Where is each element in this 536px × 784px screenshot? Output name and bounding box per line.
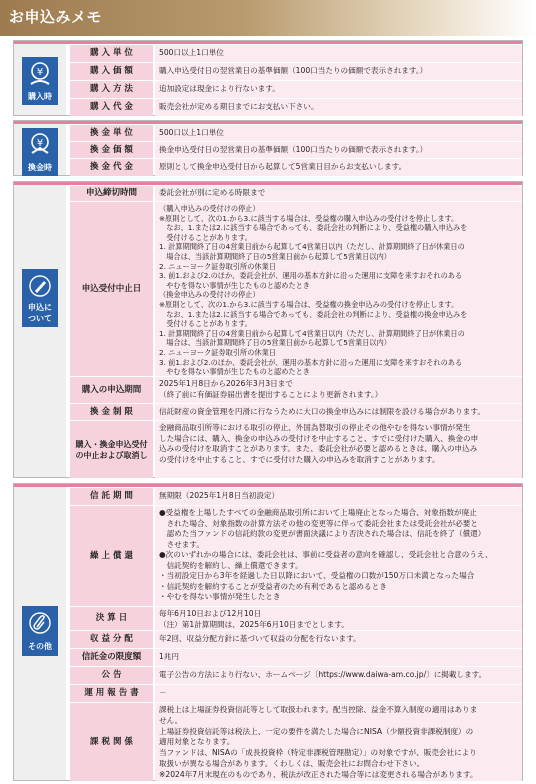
- title-bar: [0, 0, 536, 36]
- row-label: 申込締切時間: [70, 186, 153, 201]
- row-label: 申込受付中止日: [70, 202, 153, 376]
- row-value: 毎年6月10日および12月10日 （注）第1計算期間は、2025年6月10日までとします。: [155, 607, 522, 630]
- other-row: [66, 606, 522, 630]
- application-icon-box: [22, 269, 58, 327]
- redemption-row: [66, 158, 522, 176]
- row-label: 運 用 報 告 書: [70, 685, 153, 702]
- other-row: [66, 666, 522, 684]
- row-value: 換金申込受付日の翌営業日の基準価額（100口当たりの価額で表示されます。）: [155, 142, 522, 158]
- row-label: 決 算 日: [70, 607, 153, 630]
- row-label: 信 託 期 間: [70, 488, 153, 505]
- row-value: 購入申込受付日の翌営業日の基準価額（100口当たりの価額で表示されます。）: [155, 63, 522, 80]
- other-icon-box: [22, 606, 58, 656]
- row-value: 500口以上1口単位: [155, 125, 522, 141]
- other-row: [66, 648, 522, 666]
- row-value: （購入申込みの受付けの停止） ※原則として、次の1.から3.に該当する場合は、受益権の購入申込みの受付けを停止します。 なお、1.または2.に該当する場合であっても、委託会社の判断により、受益権の購入申込みを 受付けることがあります。 1. 計算期間終了日の4営業日前から起算して4営業日以内（ただし、計算期間終了日が休業日の 場合は、当該計算期間終了日の5営業日前から起算して5営業日以内） 2. ニューヨーク証券取引所の休業日 3. 前1.および2.のほか、委託会社が、運用の基本方針に沿った運用に支障を来すおそれのある やむを得ない事情が生じたものと認めたとき （換金申込みの受付けの停止） ※原則として、次の1.から3.に該当する場合は、受益権の換金申込みの受付けを停止します。 なお、1.または2.に該当する場合であっても、委託会社の判断により、受益権の換金申込みを 受付けることがあります。 1. 計算期間終了日の4営業日前から起算して4営業日以内（ただし、計算期間終了日が休業日の 場合は、当該計算期間終了日の5営業日前から起算して5営業日以内） 2. ニューヨーク証券取引所の休業日 3. 前1.および2.のほか、委託会社が、運用の基本方針に沿った運用に支障を来すおそれのある やむを得ない事情が生じたものと認めたとき: [155, 202, 522, 376]
- row-label: 購 入 価 額: [70, 63, 153, 80]
- row-label: 購入・換金申込受付 の中止および取消し: [70, 421, 153, 478]
- other-row: [66, 702, 522, 781]
- row-value: 委託会社が別に定める時限まで: [155, 186, 522, 201]
- row-label: 収 益 分 配: [70, 631, 153, 648]
- other-side: [14, 487, 66, 780]
- application-side: [14, 185, 66, 477]
- paperclip-icon: [28, 611, 52, 635]
- other-row: [66, 630, 522, 648]
- purchase-side: [14, 44, 66, 115]
- application-section: [13, 181, 523, 478]
- row-label: 信託金の限度額: [70, 649, 153, 666]
- pen-icon: [28, 274, 52, 298]
- row-value: 販売会社が定める期日までにお支払い下さい。: [155, 99, 522, 116]
- redemption-side-label: 換金時: [28, 163, 52, 172]
- purchase-row: [66, 62, 522, 80]
- row-value: 金融商品取引所等における取引の停止、外国為替取引の停止その他やむを得ない事情が発生 した場合には、購入、換金の申込みの受付けを中止すること、すでに受付けた購入、換金の申 込みの受付けを取消すことがあります。また、委託会社が必要と認めるときは、購入の申込み の受付けを中止すること、すでに受付けた購入の申込みを取消すことがあります。: [155, 421, 522, 478]
- purchase-side-label: 購入時: [28, 92, 52, 101]
- application-row: [66, 376, 522, 403]
- redemption-row: [66, 141, 522, 158]
- purchase-row: [66, 98, 522, 116]
- row-value: 原則として換金申込受付日から起算して5営業日目からお支払いします。: [155, 159, 522, 176]
- row-value: 課税上は上場証券投資信託等として取扱われます。配当控除、益金不算入制度の適用はありま せん。 上場証券投資信託等は税法上、一定の要件を満たした場合にNISA（少額投資非課税制度）の 適用対象となります。 当ファンドは、NISAの「成長投資枠（特定非課税管理勘定）」の対象ですが、販売会社により 取扱いが異なる場合があります。くわしくは、販売会社にお問合わせ下さい。 ※2024年7月末現在のものであり、税法が改正された場合等には変更される場合があります。: [155, 703, 522, 781]
- row-label: 課 税 関 係: [70, 703, 153, 781]
- other-row: [66, 684, 522, 702]
- row-label: 換 金 単 位: [70, 125, 153, 141]
- row-value: 追加設定は現金により行ないます。: [155, 81, 522, 98]
- other-row: [66, 505, 522, 606]
- svg-text:¥: ¥: [36, 138, 44, 149]
- row-value: 信託財産の資金管理を円滑に行なうために大口の換金申込みには制限を設ける場合があります。: [155, 404, 522, 420]
- page-title: お申込みメモ: [9, 8, 103, 26]
- redemption-side: [14, 124, 66, 175]
- purchase-icon: [28, 62, 52, 86]
- redemption-section: [13, 120, 523, 176]
- purchase-row: [66, 80, 522, 98]
- row-value: ●受益権を上場したすべての金融商品取引所において上場廃止となった場合、対象指数が廃止 された場合、対象指数の計算方法その他の変更等に伴って委託会社または受託会社が必要と 認めた当ファンドの信託約款の変更が書面決議により否決された場合は、信託を終了（償還） させます。 ●次のいずれかの場合には、委託会社は、事前に受益者の意向を確認し、受託会社と合意のうえ、 信託契約を解約し、繰上償還できます。 ・当初設定日から3年を経過した日以降において、受益権の口数が150万口未満となった場合 ・信託契約を解約することが受益者のため有利であると認めるとき ・やむを得ない事情が発生したとき: [155, 506, 522, 606]
- row-value: －: [155, 685, 522, 702]
- purchase-row: [66, 44, 522, 62]
- row-label: 換 金 代 金: [70, 159, 153, 176]
- row-label: 購 入 単 位: [70, 45, 153, 62]
- row-value: 2025年1月8日から2026年3月3日まで （終了前に有価証券届出書を提出することにより更新されます。）: [155, 377, 522, 403]
- redemption-icon: [28, 133, 52, 157]
- row-label: 換 金 価 額: [70, 142, 153, 158]
- other-section: [13, 483, 523, 781]
- row-value: 年2回、収益分配方針に基づいて収益の分配を行ないます。: [155, 631, 522, 648]
- application-row: [66, 201, 522, 376]
- application-row: [66, 185, 522, 201]
- row-label: 購入の申込期間: [70, 377, 153, 403]
- application-row: [66, 420, 522, 478]
- purchase-section: [13, 40, 523, 116]
- row-value: 500口以上1口単位: [155, 45, 522, 62]
- application-side-label: 申込に ついて: [28, 303, 52, 323]
- purchase-icon-box: [22, 57, 58, 105]
- row-label: 繰 上 償 還: [70, 506, 153, 606]
- row-label: 公 告: [70, 667, 153, 684]
- other-row: [66, 487, 522, 505]
- redemption-row: [66, 124, 522, 141]
- redemption-icon-box: [22, 128, 58, 176]
- row-value: 無期限（2025年1月8日当初設定）: [155, 488, 522, 505]
- svg-text:¥: ¥: [36, 67, 44, 78]
- row-label: 購 入 代 金: [70, 99, 153, 116]
- other-side-label: その他: [28, 642, 52, 651]
- row-label: 換 金 制 限: [70, 404, 153, 420]
- row-value: 1兆円: [155, 649, 522, 666]
- row-value: 電子公告の方法により行ない、ホームページ〔https://www.daiwa-am.co.jp/〕に掲載します。: [155, 667, 522, 684]
- row-label: 購 入 方 法: [70, 81, 153, 98]
- application-row: [66, 403, 522, 420]
